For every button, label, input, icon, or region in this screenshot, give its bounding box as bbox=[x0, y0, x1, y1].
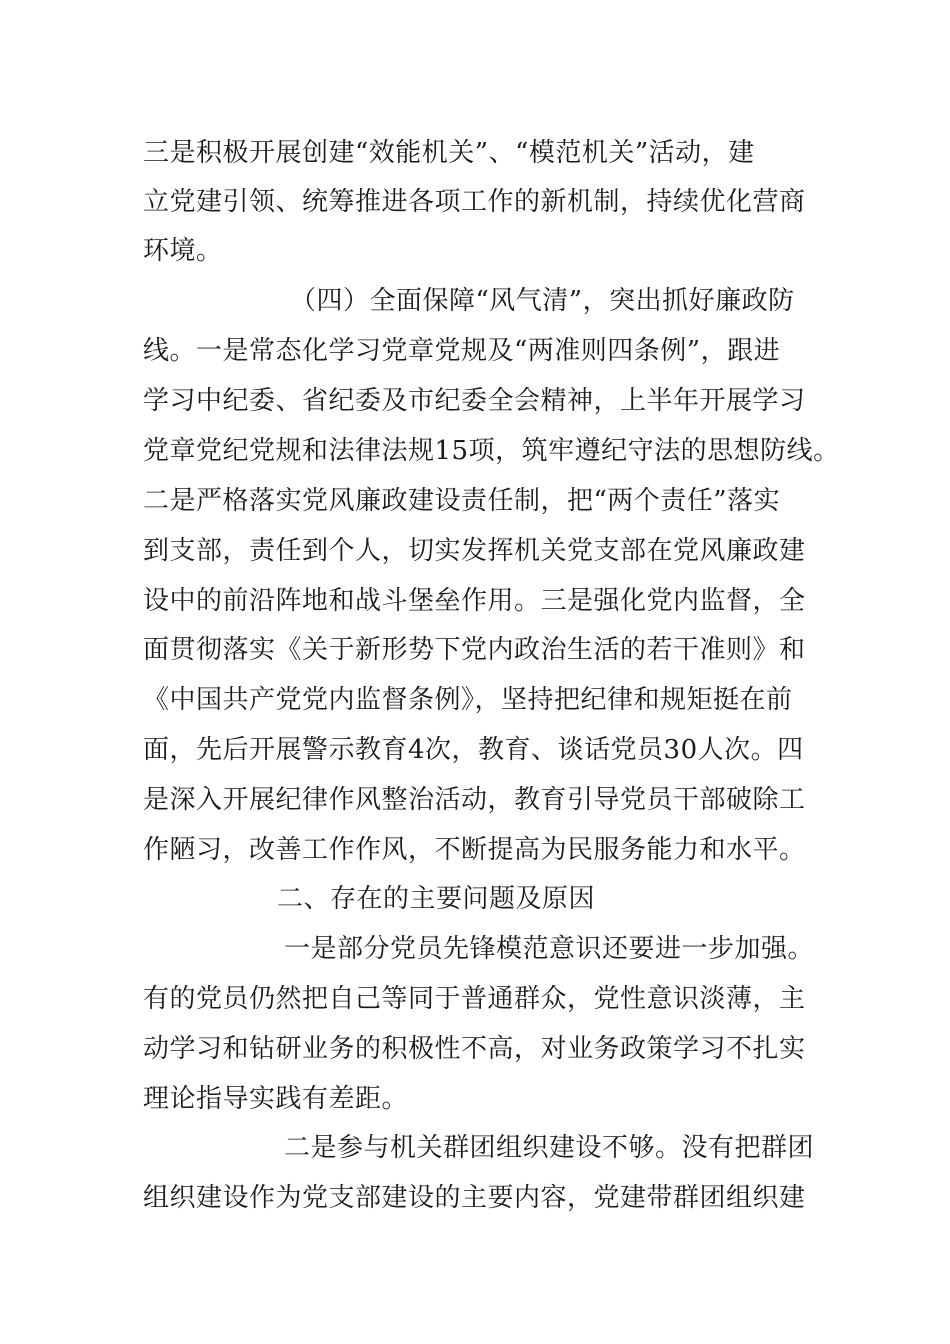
text-line: 是深入开展纪律作风整治活动，教育引导党员干部破除工 bbox=[143, 785, 806, 815]
text-line: 《中国共产党党内监督条例》，坚持把纪律和规矩挺在前 bbox=[143, 685, 793, 715]
text-line: 三是积极开展创建“效能机关”、“模范机关”活动，建 bbox=[143, 138, 755, 168]
text-line: 党章党纪党规和法律法规15项，筑牢遵纪守法的思想防线。 bbox=[143, 436, 840, 466]
section-heading: 二、存在的主要问题及原因 bbox=[277, 884, 596, 914]
text-line: 面，先后开展警示教育4次，教育、谈话党员30人次。四 bbox=[143, 735, 804, 765]
text-line: 到支部，责任到个人，切实发挥机关党支部在党风廉政建 bbox=[143, 536, 806, 566]
text-line: 环境。 bbox=[143, 236, 223, 266]
paragraph-first-line: 一是部分党员先锋模范意识还要进一步加强。 bbox=[284, 934, 815, 964]
text-line: 有的党员仍然把自己等同于普通群众，党性意识淡薄，主 bbox=[143, 984, 806, 1014]
section-heading-line: （四）全面保障“风气清”，突出抓好廉政防 bbox=[290, 286, 795, 316]
text-line: 作陋习，改善工作作风，不断提高为民服务能力和水平。 bbox=[143, 835, 806, 865]
text-line: 理论指导实践有差距。 bbox=[143, 1084, 409, 1114]
text-line: 面贯彻落实《关于新形势下党内政治生活的若干准则》和 bbox=[143, 635, 806, 665]
text-line: 二是严格落实党风廉政建设责任制，把“两个责任”落实 bbox=[143, 486, 781, 516]
text-line: 动学习和钻研业务的积极性不高，对业务政策学习不扎实 bbox=[143, 1034, 806, 1064]
text-line: 学习中纪委、省纪委及市纪委全会精神，上半年开展学习 bbox=[143, 386, 806, 416]
text-line: 线。一是常态化学习党章党规及“两准则四条例”，跟进 bbox=[143, 336, 781, 366]
text-line: 组织建设作为党支部建设的主要内容，党建带群团组织建 bbox=[143, 1183, 806, 1213]
text-line: 设中的前沿阵地和战斗堡垒作用。三是强化党内监督，全 bbox=[143, 586, 806, 616]
text-line: 立党建引领、统筹推进各项工作的新机制，持续优化营商 bbox=[143, 187, 806, 217]
paragraph-first-line: 二是参与机关群团组织建设不够。没有把群团 bbox=[284, 1133, 815, 1163]
